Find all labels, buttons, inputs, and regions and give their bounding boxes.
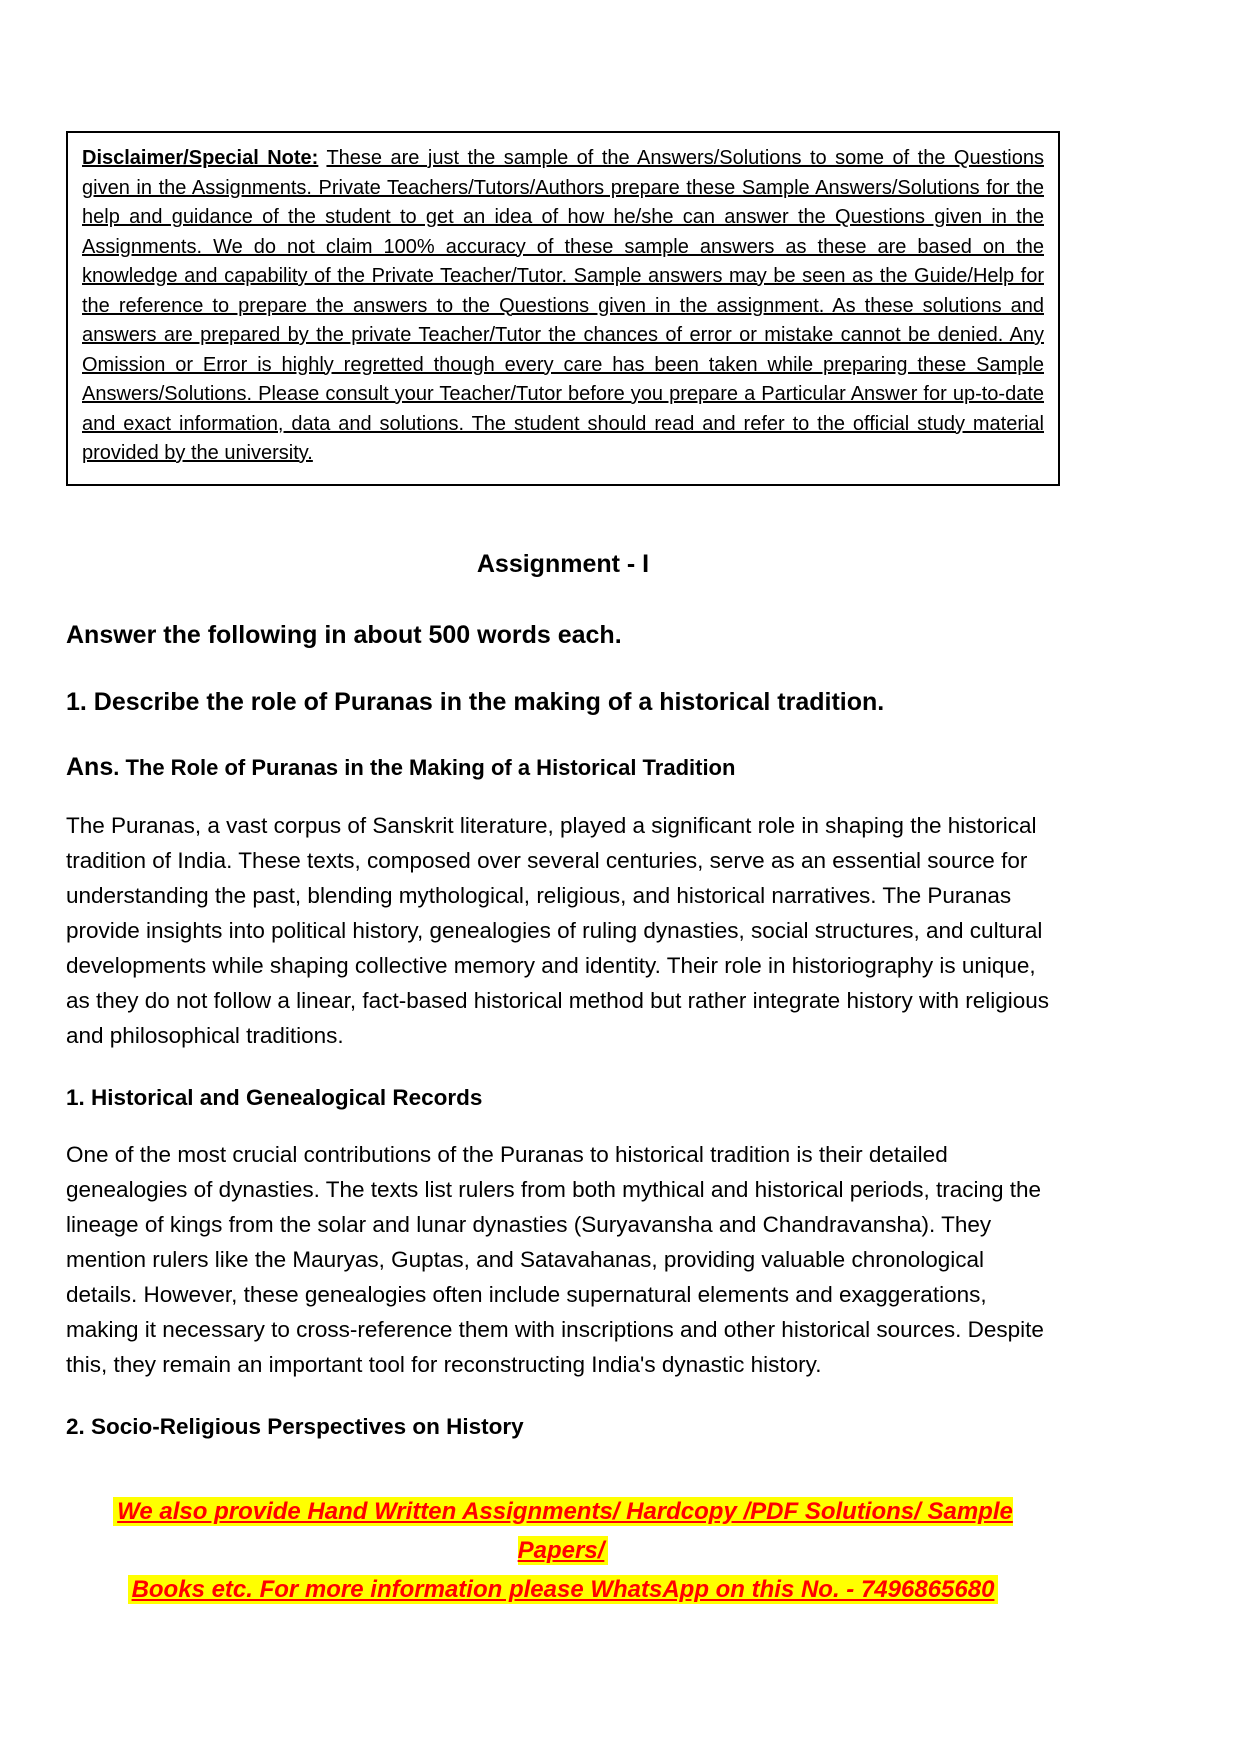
intro-paragraph: The Puranas, a vast corpus of Sanskrit literature, played a significant role in shaping the historical tradition of India. These texts, composed over several centuries, serve as an essential source for understanding the past, blending mythological, religious, and historical narratives. The Puranas provide insights into political history, genealogies of ruling dynasties, social structures, and cultural developments while shaping collective memory and identity. Their role in historiography is unique, as they do not follow a linear, fact-based historical method but rather integrate history with religious and philosophical traditions. bbox=[66, 812, 1050, 1048]
section-1-heading: 1. Historical and Genealogical Records bbox=[66, 1084, 483, 1110]
answer-prefix: Ans bbox=[66, 752, 114, 781]
disclaimer-box bbox=[66, 131, 1060, 486]
footer-note bbox=[66, 1492, 1060, 1609]
disclaimer-body: These are just the sample of the Answers/Solutions to some of the Questions given in the Assignments. Private Teachers/Tutors/Authors prepare these Sample Answers/Solutions for the help and guidance of the student to get an idea of how he/she can answer the Questions given in the Assignments. We do not claim 100% accuracy of these sample answers as these are based on the knowledge and capability of the Private Teacher/Tutor. Sample answers may be seen as the Guide/Help for the reference to prepare the answers to the Questions given in the assignment. As these solutions and answers are prepared by the private Teacher/Tutor the chances of error or mistake cannot be denied. Any Omission or Error is highly regretted though every care has been taken while preparing these Sample Answers/Solutions. Please consult your Teacher/Tutor before you prepare a Particular Answer for up-to-date and exact information, data and solutions. The student should read and refer to the official study material provided by the university. bbox=[82, 147, 1044, 464]
answer-heading bbox=[66, 753, 1060, 782]
answer-title: . The Role of Puranas in the Making of a Historical Tradition bbox=[113, 754, 736, 780]
section-2-heading: 2. Socio-Religious Perspectives on History bbox=[66, 1413, 524, 1439]
disclaimer-label: Disclaimer/Special Note: bbox=[82, 147, 319, 169]
assignment-title: Assignment - I bbox=[476, 549, 650, 578]
footer-line-2: Books etc. For more information please WhatsApp on this No. - 7496865680 bbox=[128, 1575, 999, 1604]
section-1-paragraph: One of the most crucial contributions of the Puranas to historical tradition is their detailed genealogies of dynasties. The texts list rulers from both mythical and historical periods, tracing the lineage of kings from the solar and lunar dynasties (Suryavansha and Chandravansha). They mention rulers like the Mauryas, Guptas, and Satavahanas, providing valuable chronological details. However, these genealogies often include supernatural elements and exaggerations, making it necessary to cross-reference them with inscriptions and other historical sources. Despite this, they remain an important tool for reconstructing India's dynastic history. bbox=[66, 1141, 1044, 1377]
disclaimer-text bbox=[82, 144, 1044, 469]
assignment-instruction: Answer the following in about 500 words each. bbox=[66, 620, 622, 649]
footer-line-1: We also provide Hand Written Assignments/ Hardcopy /PDF Solutions/ Sample Papers/ bbox=[113, 1497, 1013, 1565]
question-1: 1. Describe the role of Puranas in the making of a historical tradition. bbox=[66, 687, 885, 716]
